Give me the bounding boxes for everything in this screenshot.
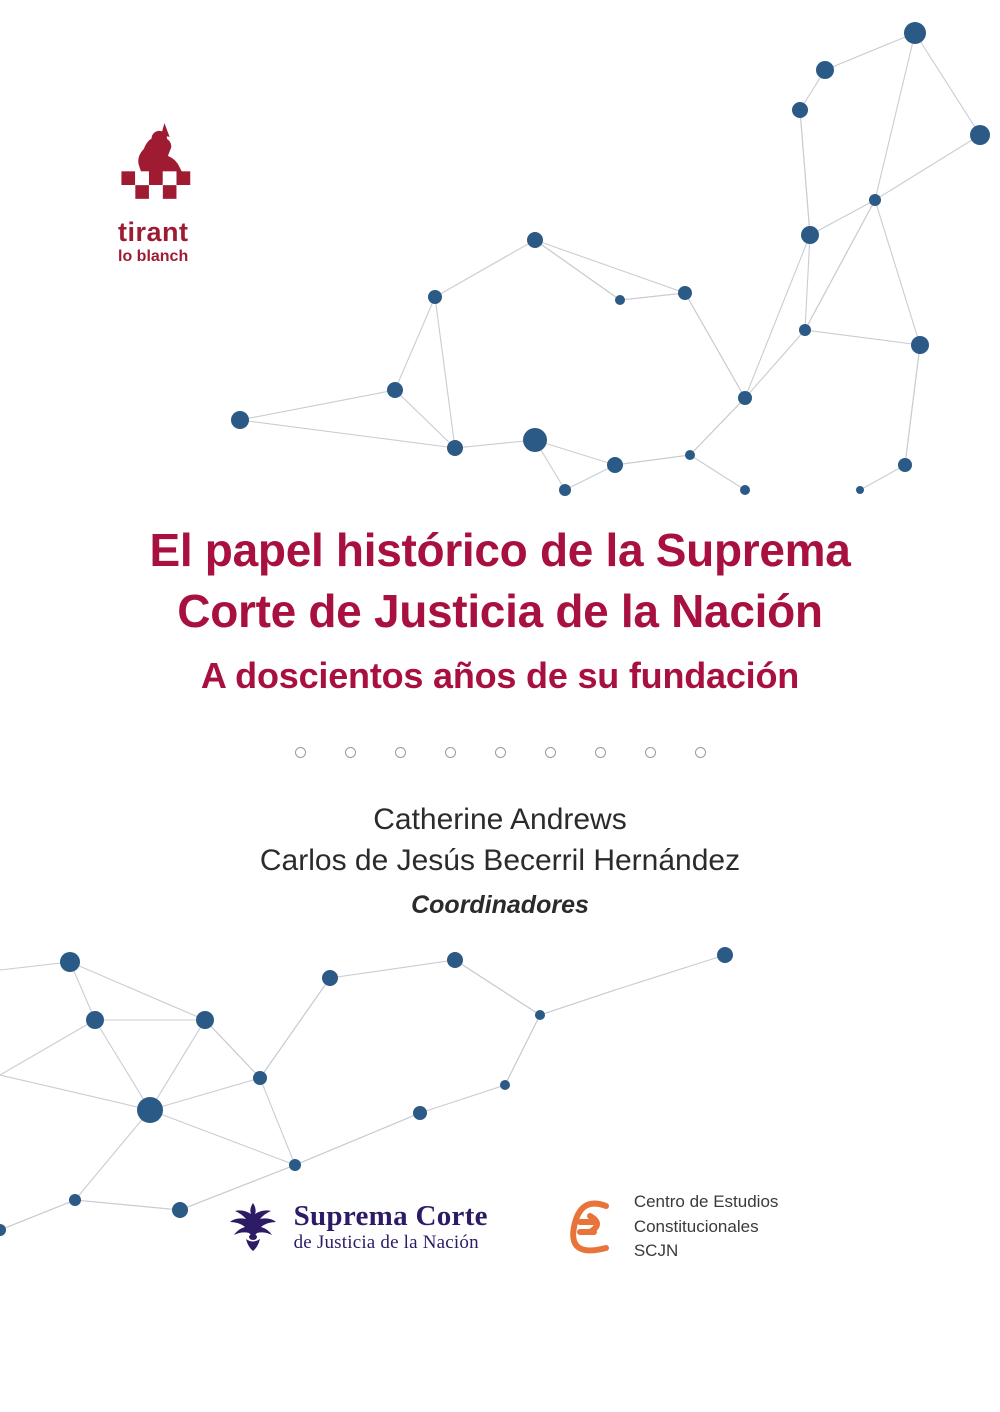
circle-outline-icon [395, 747, 406, 758]
title-block [0, 520, 1000, 920]
circle-outline-icon [495, 747, 506, 758]
book-title-line1: El papel histórico de la Suprema [149, 524, 851, 576]
author-name-2: Carlos de Jesús Becerril Hernández [259, 843, 741, 877]
cec-title-line1: Centro de Estudios [633, 1192, 779, 1211]
author-role: Coordinadores [411, 891, 589, 920]
circle-outline-icon [695, 747, 706, 758]
scjn-logo [222, 1195, 488, 1259]
scjn-title-line1: Suprema Corte [293, 1199, 488, 1232]
circle-outline-icon [545, 747, 556, 758]
circle-outline-icon [295, 747, 306, 758]
bottom-logos [0, 1190, 1000, 1264]
cec-title-line3: SCJN [633, 1241, 679, 1261]
circle-outline-icon [645, 747, 656, 758]
book-title-line2: Corte de Justicia de la Nación [177, 584, 823, 637]
mexican-eagle-icon [222, 1195, 284, 1259]
book-subtitle: A doscientos años de su fundación [200, 655, 800, 697]
cec-logo [560, 1190, 779, 1264]
author-name-1: Catherine Andrews [373, 803, 627, 837]
knight-on-horse-icon [118, 118, 204, 204]
scjn-title-line2: de Justicia de la Nación [293, 1232, 479, 1254]
cec-title-line2: Constitucionales [633, 1216, 759, 1236]
circle-outline-icon [445, 747, 456, 758]
dot-separator [0, 747, 1000, 758]
publisher-subname: lo blanch [118, 248, 189, 265]
circle-outline-icon [595, 747, 606, 758]
orange-c-icon [560, 1192, 622, 1262]
publisher-name: tirant [118, 217, 189, 247]
circle-outline-icon [345, 747, 356, 758]
authors-block [0, 800, 1000, 920]
publisher-logo [118, 118, 218, 265]
